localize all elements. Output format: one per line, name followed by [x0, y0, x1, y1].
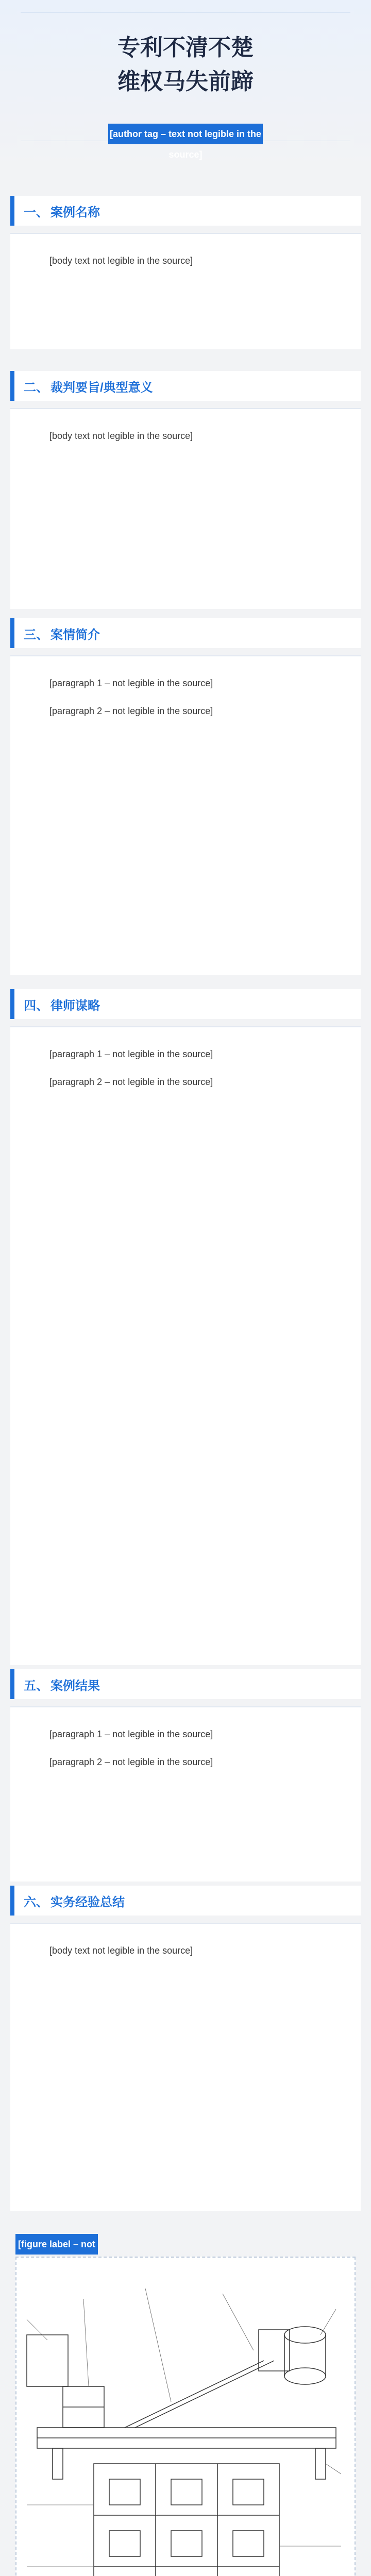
section-number: 四、: [24, 998, 48, 1013]
patent-drawing: [15, 2257, 356, 2576]
section-number: 一、: [24, 205, 48, 219]
section-heading: [10, 196, 361, 226]
paragraph: [paragraph 2 – not legible in the source]: [49, 706, 213, 716]
section-title: 实务经验总结: [50, 1895, 125, 1909]
section-number: 二、: [24, 380, 48, 395]
paragraph: [paragraph 1 – not legible in the source]: [49, 1729, 213, 1739]
title-line-1: 专利不清不楚: [117, 35, 254, 61]
section-body: [10, 1706, 361, 1882]
section-heading: [10, 618, 361, 648]
section-title: 案情简介: [50, 628, 100, 642]
paragraph: [body text not legible in the source]: [49, 1945, 193, 1956]
section-number: 六、: [24, 1895, 48, 1909]
section-body: [10, 233, 361, 349]
section-body: [10, 655, 361, 975]
title-line-2: 维权马失前蹄: [117, 69, 254, 95]
paragraph: [paragraph 2 – not legible in the source]: [49, 1077, 213, 1087]
section-title: 裁判要旨/典型意义: [50, 380, 153, 395]
section-body: [10, 1026, 361, 1665]
section-practice-summary: [10, 1886, 361, 2211]
paragraph: [paragraph 2 – not legible in the source]: [49, 1757, 213, 1767]
section-body: [10, 408, 361, 609]
paragraph: [paragraph 1 – not legible in the source]: [49, 1049, 213, 1059]
section-lawyer-strategy: [10, 989, 361, 1665]
section-case-name: [10, 196, 361, 349]
paragraph: [body text not legible in the source]: [49, 256, 193, 266]
machine-drawing-icon: [16, 2258, 355, 2576]
hero-header: [0, 0, 371, 170]
section-number: 五、: [24, 1679, 48, 1693]
section-heading: [10, 989, 361, 1019]
section-number: 三、: [24, 628, 48, 642]
paragraph: [paragraph 1 – not legible in the source]: [49, 678, 213, 688]
section-body: [10, 1923, 361, 2211]
section-title: 案例结果: [50, 1679, 100, 1693]
section-heading: [10, 1886, 361, 1916]
paragraph: [body text not legible in the source]: [49, 431, 193, 441]
section-title: 律师谋略: [50, 998, 100, 1013]
author-tag: [author tag – text not legible in the source]: [108, 124, 263, 144]
section-title: 案例名称: [50, 205, 100, 219]
section-case-summary: [10, 618, 361, 975]
section-heading: [10, 1669, 361, 1699]
article-title: [0, 31, 371, 99]
section-judgment-gist: [10, 371, 361, 609]
section-case-result: [10, 1669, 361, 1882]
figure-label: [figure label – not: [15, 2234, 98, 2255]
section-heading: [10, 371, 361, 401]
